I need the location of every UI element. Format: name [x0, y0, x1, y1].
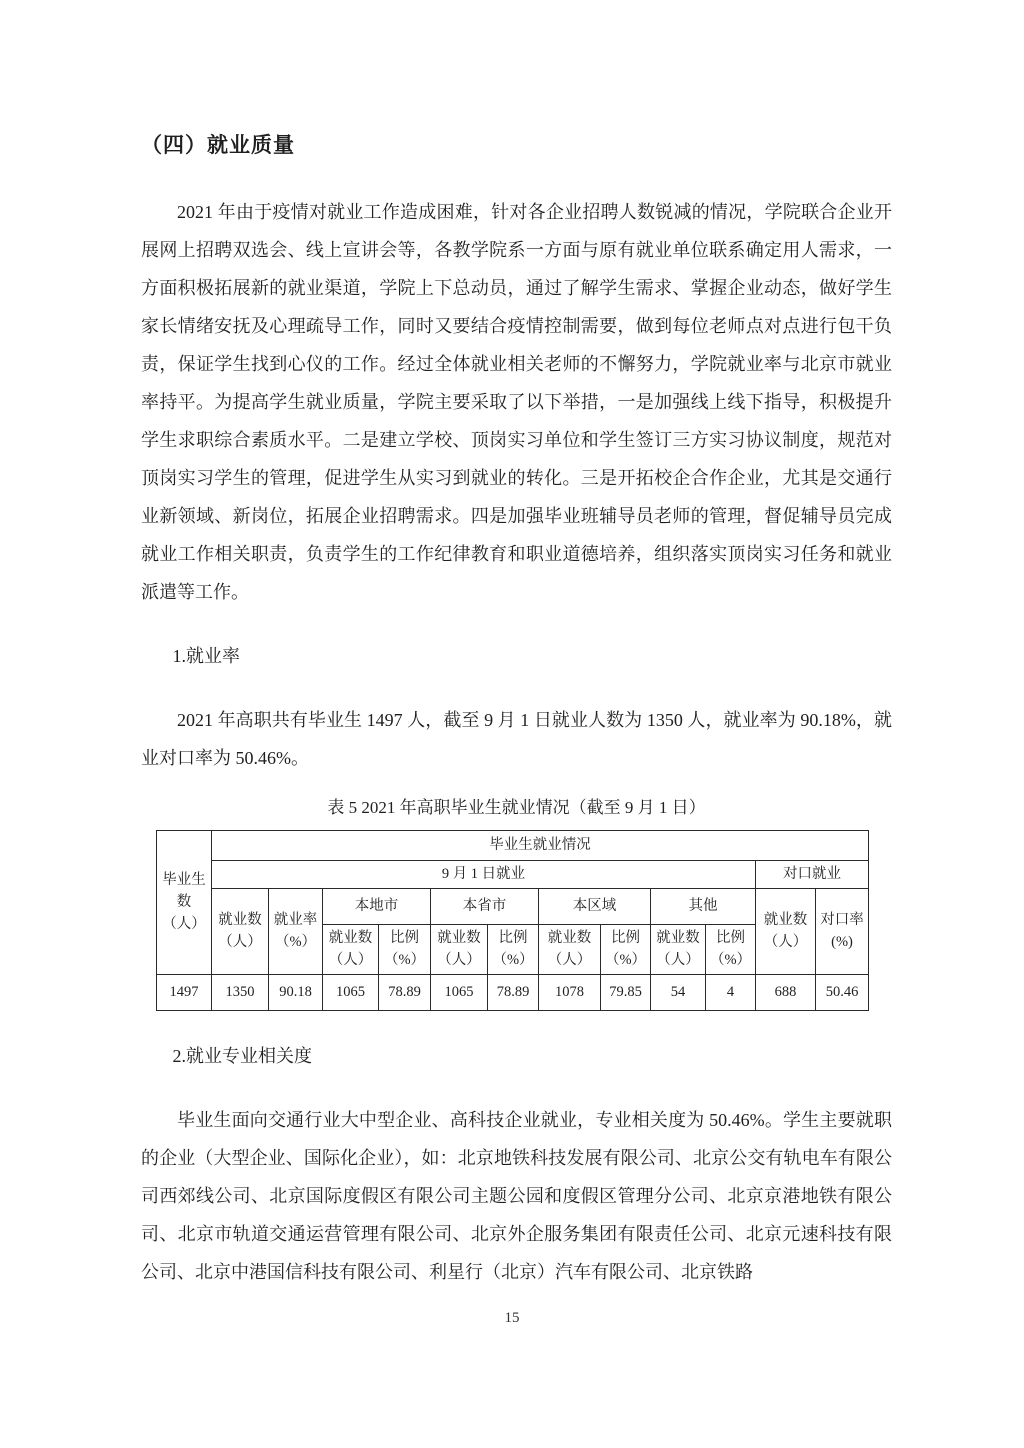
subsection-title-major-relevance: 2.就业专业相关度 — [172, 1046, 312, 1067]
table-caption: 表 5 2021 年高职毕业生就业情况（截至 9 月 1 日） — [327, 798, 706, 818]
paragraph-employment-rate: 2021 年高职共有毕业生 1497 人，截至 9 月 1 日就业人数为 1350 人，就业率为 90.18%，就业对口率为 50.46%。 — [141, 710, 892, 769]
th-matched-employment: 对口就业 — [756, 861, 869, 889]
subsection-title-employment-rate: 1.就业率 — [172, 646, 240, 667]
th-matched-rate: 对口率(%) — [816, 889, 869, 975]
cell-employed-count: 1350 — [212, 975, 269, 1011]
th-home-province-ratio: 比例（%） — [488, 925, 539, 975]
th-other-count: 就业数（人） — [651, 925, 706, 975]
cell-employment-rate: 90.18 — [269, 975, 323, 1011]
th-home-province-count: 就业数（人） — [431, 925, 488, 975]
section-heading: （四）就业质量 — [141, 133, 295, 157]
th-sep1-employment: 9 月 1 日就业 — [212, 861, 756, 889]
th-employment-rate: 就业率（%） — [269, 889, 323, 975]
cell-local-city-count: 1065 — [323, 975, 379, 1011]
employment-table — [156, 830, 869, 1011]
cell-other-count: 54 — [651, 975, 706, 1011]
th-employment-status: 毕业生就业情况 — [212, 831, 869, 861]
th-employed-count: 就业数（人） — [212, 889, 269, 975]
paragraph-intro: 2021 年由于疫情对就业工作造成困难，针对各企业招聘人数锐减的情况，学院联合企业开展网上招聘双选会、线上宣讲会等，各教学院系一方面与原有就业单位联系确定用人需求，一方面积极拓展新的就业渠道，学院上下总动员，通过了解学生需求、掌握企业动态，做好学生家长情绪安抚及心理疏导工作，同时又要结合疫情控制需要，做到每位老师点对点进行包干负责，保证学生找到心仪的工作。经过全体就业相关老师的不懈努力，学院就业率与北京市就业率持平。为提高学生就业质量，学院主要采取了以下举措，一是加强线上线下指导，积极提升学生求职综合素质水平。二是建立学校、顶岗实习单位和学生签订三方实习协议制度，规范对顶岗实习学生的管理，促进学生从实习到就业的转化。三是开拓校企合作企业，尤其是交通行业新领域、新岗位，拓展企业招聘需求。四是加强毕业班辅导员老师的管理，督促辅导员完成就业工作相关职责，负责学生的工作纪律教育和职业道德培养，组织落实顶岗实习任务和就业派遣等工作。 — [141, 202, 892, 603]
table-row — [157, 975, 869, 1011]
th-graduate-count: 毕业生数（人） — [157, 831, 212, 975]
paragraph-major-relevance: 毕业生面向交通行业大中型企业、高科技企业就业，专业相关度为 50.46%。学生主要就职的企业（大型企业、国际化企业），如：北京地铁科技发展有限公司、北京公交有轨电车有限公司西郊线公司、北京国际度假区有限公司主题公园和度假区管理分公司、北京京港地铁有限公司、北京市轨道交通运营管理有限公司、北京外企服务集团有限责任公司、北京元速科技有限公司、北京中港国信科技有限公司、利星行（北京）汽车有限公司、北京铁路 — [141, 1110, 892, 1283]
th-home-district-count: 就业数（人） — [539, 925, 601, 975]
th-local-city-count: 就业数（人） — [323, 925, 379, 975]
cell-other-ratio: 4 — [706, 975, 756, 1011]
th-home-district-ratio: 比例（%） — [601, 925, 651, 975]
th-local-city-ratio: 比例（%） — [379, 925, 431, 975]
page-number: 15 — [504, 1310, 520, 1326]
th-other-ratio: 比例（%） — [706, 925, 756, 975]
th-home-province: 本省市 — [431, 889, 539, 925]
cell-matched-count: 688 — [756, 975, 816, 1011]
cell-home-province-count: 1065 — [431, 975, 488, 1011]
cell-home-district-ratio: 79.85 — [601, 975, 651, 1011]
cell-home-district-count: 1078 — [539, 975, 601, 1011]
cell-home-province-ratio: 78.89 — [488, 975, 539, 1011]
cell-local-city-ratio: 78.89 — [379, 975, 431, 1011]
cell-graduate-count: 1497 — [157, 975, 212, 1011]
th-home-district: 本区域 — [539, 889, 651, 925]
th-local-city: 本地市 — [323, 889, 431, 925]
cell-matched-rate: 50.46 — [816, 975, 869, 1011]
th-other: 其他 — [651, 889, 756, 925]
th-matched-count: 就业数（人） — [756, 889, 816, 975]
